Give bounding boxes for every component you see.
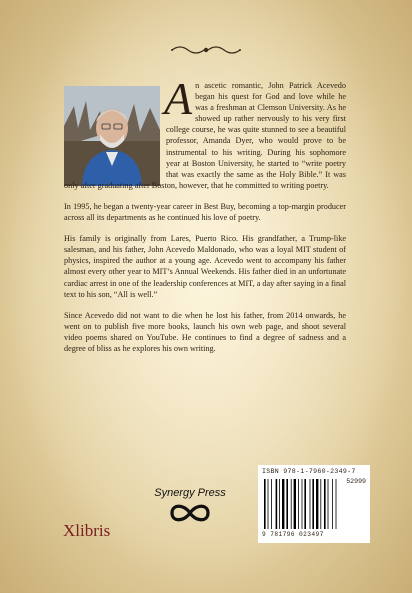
synergy-press-label: Synergy Press xyxy=(154,487,226,499)
price-code: 52999 xyxy=(346,478,366,485)
barcode-bars xyxy=(264,479,340,529)
isbn-text: ISBN 978-1-7960-2349-7 xyxy=(262,468,356,475)
barcode-digits: 9 781796 023497 xyxy=(262,531,324,538)
author-bio xyxy=(64,73,346,364)
bio-paragraph-3: His family is originally from Lares, Puerto Rico. His grandfather, a Trump-like salesman, and his father, John Acevedo Maldonado, who was a loyal MIT student of physics, inspired the author at a young age. Acevedo went to accompany his father almost every other year to MIT’s Annual Weekends. His father died in an unfortunate cardiac arrest in one of the leadership conferences at MIT, a day after saying in a final text to his son, “All is well.” xyxy=(64,234,346,299)
bio-paragraph-2: In 1995, he began a twenty-year career in Best Buy, becoming a top-margin producer across all its departments as he continued his love of poetry. xyxy=(64,201,346,223)
isbn-barcode xyxy=(258,465,370,543)
xlibris-logo: Xlibris xyxy=(63,521,111,540)
bio-paragraph-1: An ascetic romantic, John Patrick Acevedo began his quest for God and love while he was a freshman at Clemson University. As he showed up rather nervously to his very first college course, he was quite stunned to see a beautiful professor, Amanda Dyer, who would prove to be instrumental to his writing. During his sophomore year at Boston University, he started to “write poetry that was exactly the same as the Holy Bible.” It was only after graduating after Boston, however, that he committed to writing poetry. xyxy=(64,73,346,190)
bio-paragraph-4: Since Acevedo did not want to die when he lost his father, from 2014 onwards, he went on to publish five more books, launch his own web page, and shoot several video poems shared on YouTube. He continues to find a degree of sadness and a degree of bliss as he explores his own writing. xyxy=(64,310,346,353)
drop-cap: A xyxy=(164,73,193,124)
infinity-icon xyxy=(166,502,214,524)
flourish-divider-icon xyxy=(170,44,242,56)
